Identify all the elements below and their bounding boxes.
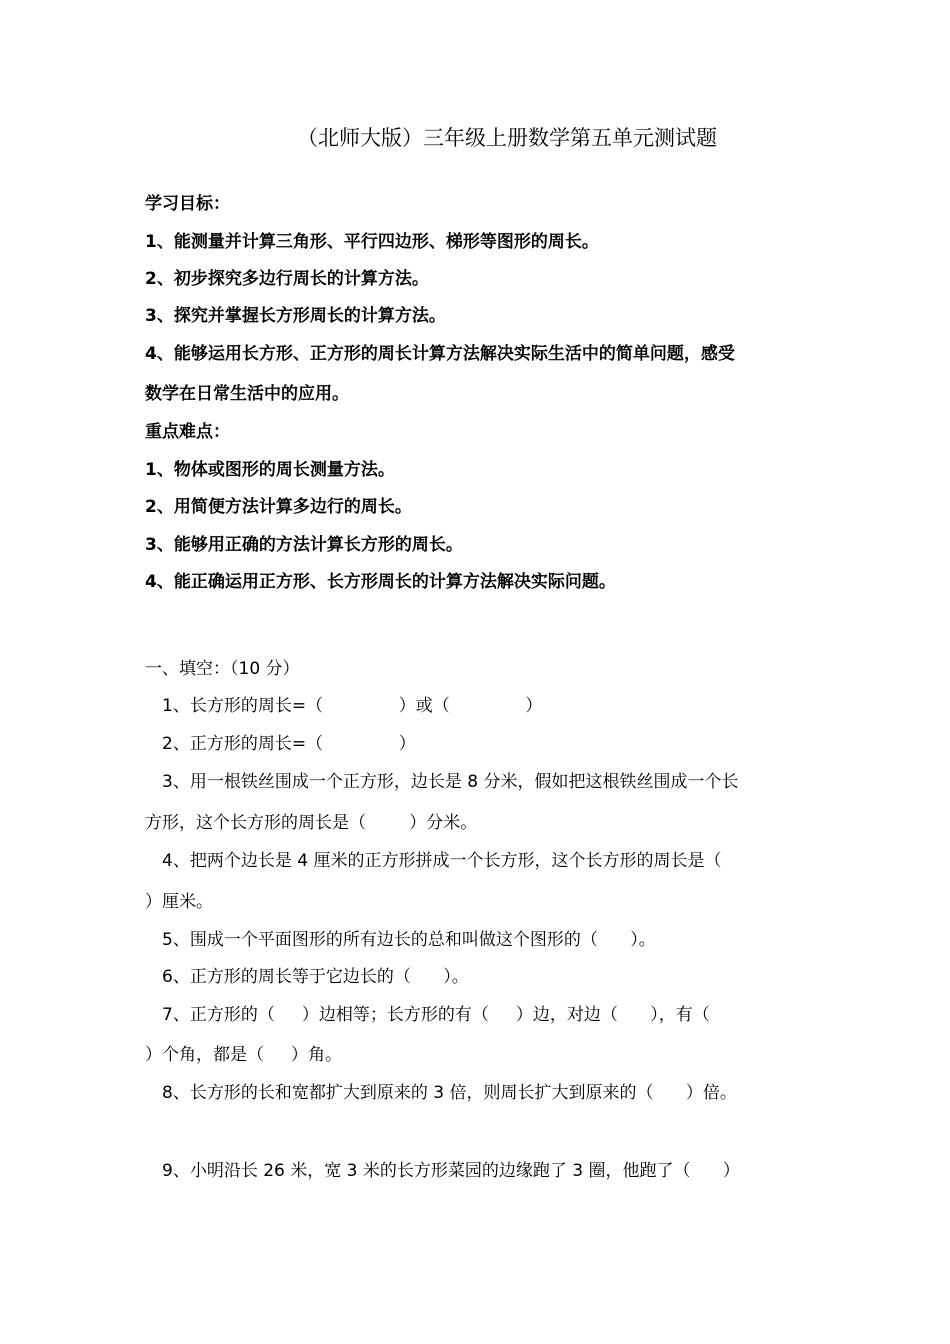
question-7-continued: ）个角，都是（ ）角。: [145, 1045, 343, 1065]
objective-item-continued: 数学在日常生活中的应用。: [145, 384, 349, 404]
key-point-item: 2、用简便方法计算多边行的周长。: [145, 497, 412, 517]
question-9: 9、小明沿长 26 米，宽 3 米的长方形菜园的边缘跑了 3 圈，他跑了（ ）: [162, 1161, 740, 1181]
page-title: （北师大版）三年级上册数学第五单元测试题: [297, 126, 717, 150]
question-8: 8、长方形的长和宽都扩大到原来的 3 倍，则周长扩大到原来的（ ）倍。: [162, 1083, 737, 1103]
key-point-item: 1、物体或图形的周长测量方法。: [145, 460, 395, 480]
objective-item: 2、初步探究多边行周长的计算方法。: [145, 269, 429, 289]
question-3: 3、用一根铁丝围成一个正方形，边长是 8 分米，假如把这根铁丝围成一个长: [162, 772, 739, 792]
question-2: 2、正方形的周长=（ ）: [162, 734, 416, 754]
objective-item: 3、探究并掌握长方形周长的计算方法。: [145, 306, 446, 326]
question-7: 7、正方形的（ ）边相等；长方形的有（ ）边，对边（ ），有（: [162, 1005, 710, 1025]
objective-item: 1、能测量并计算三角形、平行四边形、梯形等图形的周长。: [145, 232, 599, 252]
key-point-item: 4、能正确运用正方形、长方形周长的计算方法解决实际问题。: [145, 572, 616, 592]
question-4: 4、把两个边长是 4 厘米的正方形拼成一个长方形，这个长方形的周长是（: [162, 851, 722, 871]
question-3-continued: 方形，这个长方形的周长是（ ）分米。: [145, 813, 478, 833]
question-6: 6、正方形的周长等于它边长的（ ）。: [162, 967, 469, 987]
section-heading: 一、填空：（10 分）: [145, 659, 300, 679]
question-4-continued: ）厘米。: [145, 892, 213, 912]
key-points-heading: 重点难点：: [145, 422, 230, 442]
objectives-heading: 学习目标：: [145, 194, 230, 214]
objective-item: 4、能够运用长方形、正方形的周长计算方法解决实际生活中的简单问题，感受: [145, 344, 735, 364]
question-1: 1、长方形的周长=（ ）或（ ）: [162, 696, 543, 716]
question-5: 5、围成一个平面图形的所有边长的总和叫做这个图形的（ ）。: [162, 930, 656, 950]
key-point-item: 3、能够用正确的方法计算长方形的周长。: [145, 535, 463, 555]
